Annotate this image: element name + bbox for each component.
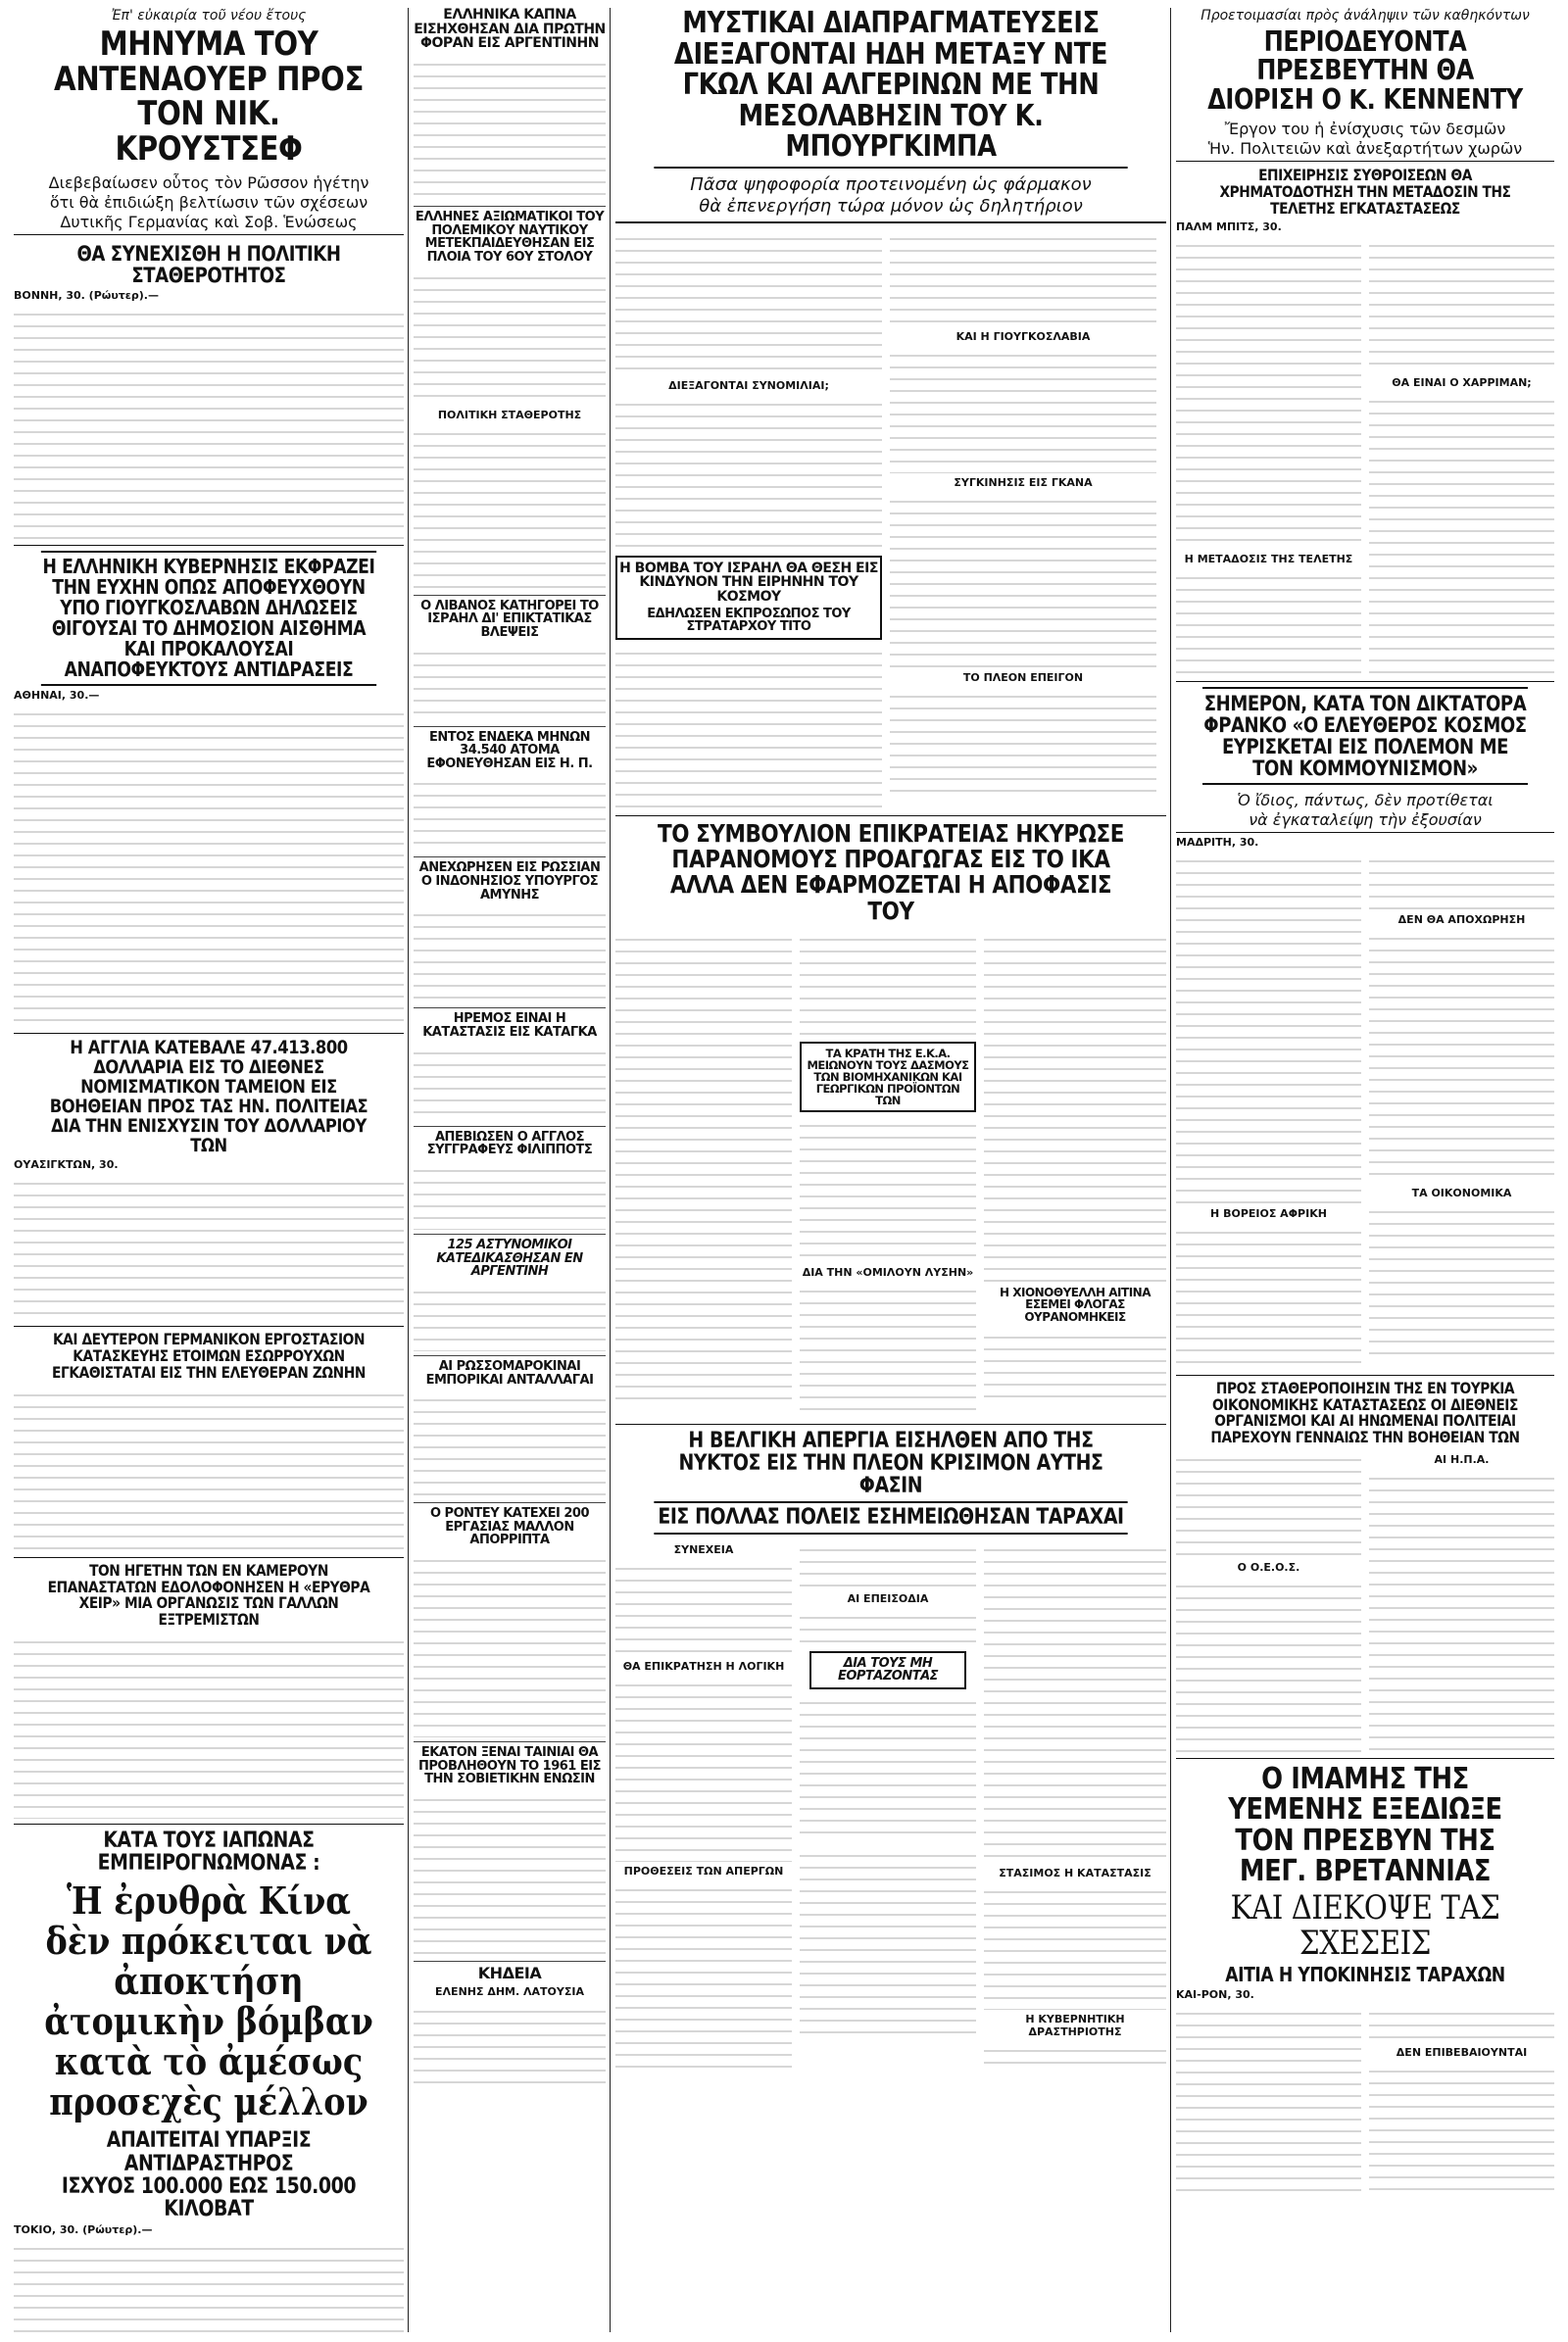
subhead: Πᾶσα ψηφοφορία προτεινομένη ὡς φάρμακον xyxy=(690,173,1092,195)
article-body xyxy=(800,1693,976,1840)
section-label: ΣΤΑΣΙΜΟΣ Η ΚΑΤΑΣΤΑΣΙΣ xyxy=(999,1866,1152,1879)
article-body xyxy=(800,930,976,1038)
dateline: ΟΥΑΣΙΓΚΤΩΝ, 30. xyxy=(14,1158,119,1172)
article-body xyxy=(14,1633,404,1819)
headline-broadcast: ΕΠΙΧΕΙΡΗΣΙΣ ΣΥΘΡΟΙΣΕΩΝ ΘΑ ΧΡΗΜΑΤΟΔΟΤΗΣΗ ΤΗΝ ΜΕΤΑΔΟΣΙΝ ΤΗΣ ΤΕΛΕΤΗΣ ΕΓΚΑΤΑΣΤΑΣΕΩΣ xyxy=(1219,166,1511,218)
headline-films: ΕΚΑΤΟΝ ΞΕΝΑΙ ΤΑΙΝΙΑΙ ΘΑ ΠΡΟΒΛΗΘΟΥΝ ΤΟ 1961 ΕΙΣ ΤΗΝ ΣΟΒΙΕΤΙΚΗΝ ΕΝΩΣΙΝ xyxy=(418,1745,601,1787)
section-label: ΑΙ Η.Π.Α. xyxy=(1434,1452,1490,1466)
subheadline-power: ΙΣΧΥΟΣ 100.000 ΕΩΣ 150.000 ΚΙΛΟΒΑΤ xyxy=(61,2173,357,2221)
funeral-notice-name: ΕΛΕΝΗΣ ΔΗΜ. ΛΑΤΟΥΣΙΑ xyxy=(435,1984,584,1998)
section-label: ΔΕΝ ΕΠΙΒΕΒΑΙΟΥΝΤΑΙ xyxy=(1396,2046,1528,2060)
article-body xyxy=(615,1559,792,1657)
article-body xyxy=(414,1790,606,1957)
subheadline-reactor: ΑΠΑΙΤΕΙΤΑΙ ΥΠΑΡΞΙΣ ΑΝΤΙΔΡΑΣΤΗΡΟΣ xyxy=(106,2128,312,2176)
section-label: ΤΑ ΟΙΚΟΝΟΜΙΚΑ xyxy=(1411,1186,1512,1199)
dateline: ΤΟΚΙΟ, 30. (Ρώυτερ).— xyxy=(14,2222,153,2236)
article-body xyxy=(984,2041,1166,2071)
kicker: Ἐπ' εὐκαιρία τοῦ νέου ἔτους xyxy=(111,8,307,24)
column-rule xyxy=(1170,8,1171,2332)
dateline: ΠΑΛΜ ΜΠΙΤΣ, 30. xyxy=(1176,220,1282,233)
subheadline-tito: ΕΔΗΛΩΣΕΝ ΕΚΠΡΟΣΩΠΟΣ ΤΟΥ ΣΤΡΑΤΑΡΧΟΥ ΤΙΤΟ xyxy=(647,606,851,635)
section-label: ΘΑ ΕΙΝΑΙ Ο ΧΑΡΡΙΜΑΝ; xyxy=(1392,375,1532,389)
article-body xyxy=(1369,236,1554,373)
article-body xyxy=(414,1044,606,1122)
headline-belgian-strike: Η ΒΕΛΓΙΚΗ ΑΠΕΡΓΙΑ ΕΙΣΗΛΘΕΝ ΑΠΟ ΤΗΣ ΝΥΚΤΟΣ ΕΙΣ ΤΗΝ ΠΛΕΟΝ ΚΡΙΣΙΜΟΝ ΑΥΤΗΣ ΦΑΣΙΝ xyxy=(678,1429,1103,1499)
article-body xyxy=(14,705,404,1028)
column-rule xyxy=(610,8,611,2332)
section-label: ΚΑΙ Η ΓΙΟΥΓΚΟΣΛΑΒΙΑ xyxy=(956,329,1091,343)
headline-deaths-usa: ΕΝΤΟΣ ΕΝΔΕΚΑ ΜΗΝΩΝ 34.540 ΑΤΟΜΑ ΕΦΟΝΕΥΘΗΣΑΝ ΕΙΣ Η. Π. xyxy=(426,729,593,771)
section-label: Η ΒΟΡΕΙΟΣ ΑΦΡΙΚΗ xyxy=(1210,1206,1327,1220)
headline-cameroon: ΤΟΝ ΗΓΕΤΗΝ ΤΩΝ ΕΝ ΚΑΜΕΡΟΥΝ ΕΠΑΝΑΣΤΑΤΩΝ ΕΔΟΛΟΦΟΝΗΣΕΝ Η «ΕΡΥΘΡΑ ΧΕΙΡ» ΜΙΑ ΟΡΓΑΝΩΣΙΣ ΤΩΝ ΓΑΛΛΩΝ ΕΞΤΡΕΜΙΣΤΩΝ xyxy=(47,1560,370,1630)
headline-tobacco: ΕΛΛΗΝΙΚΑ ΚΑΠΝΑ ΕΙΣΗΧΘΗΣΑΝ ΔΙΑ ΠΡΩΤΗΝ ΦΟΡΑΝ ΕΙΣ ΑΡΓΕΝΤΙΝΗΝ xyxy=(414,8,606,52)
column-1 xyxy=(14,8,404,2332)
headline-kennedy: ΠΕΡΙΟΔΕΥΟΝΤΑ ΠΡΕΣΒΕΥΤΗΝ ΘΑ ΔΙΟΡΙΣΗ Ο K. ΚΕΝΝΕΝΤΥ xyxy=(1207,25,1523,116)
section-label: ΠΡΟΘΕΣΕΙΣ ΤΩΝ ΑΠΕΡΓΩΝ xyxy=(623,1864,784,1878)
section-label: Η ΜΕΤΑΔΟΣΙΣ ΤΗΣ ΤΕΛΕΤΗΣ xyxy=(1184,552,1353,565)
section-label: ΤΟ ΠΛΕΟΝ ΕΠΕΙΓΟΝ xyxy=(962,670,1084,684)
headline-adenauer: ΜΗΝΥΜΑ ΤΟΥ ΑΝΤΕΝΑΟΥΕΡ ΠΡΟΣ ΤΟΝ ΝΙΚ. ΚΡΟΥΣΤΣΕΦ xyxy=(53,24,365,170)
headline-franco: ΣΗΜΕΡΟΝ, ΚΑΤΑ ΤΟΝ ΔΙΚΤΑΤΟΡΑ ΦΡΑΝΚΟ «Ο ΕΛΕΥΘΕΡΟΣ ΚΟΣΜΟΣ ΕΥΡΙΣΚΕΤΑΙ ΕΙΣ ΠΟΛΕΜΟΝ ΜΕ ΤΟΝ ΚΟΜΜΟΥΝΙΣΜΟΝ» xyxy=(1202,687,1528,785)
article-body xyxy=(1176,236,1361,550)
headline-lebanon: Ο ΛΙΒΑΝΟΣ ΚΑΤΗΓΟΡΕΙ ΤΟ ΙΣΡΑΗΛ ΔΙ' ΕΠΙΚΤΑΤΙΚΑΣ ΒΛΕΨΕΙΣ xyxy=(420,598,599,640)
column-rule xyxy=(408,8,409,2332)
section-label: Ο Ο.Ε.Ο.Σ. xyxy=(1237,1560,1300,1574)
subhead: Ἡν. Πολιτειῶν καὶ ἀνεξαρτήτων χωρῶν xyxy=(1176,139,1554,162)
article-body xyxy=(615,1676,792,1862)
headline-police: 125 ΑΣΤΥΝΟΜΙΚΟΙ ΚΑΤΕΔΙΚΑΣΘΗΣΑΝ ΕΝ ΑΡΓΕΝΤΙΝΗ xyxy=(436,1237,583,1280)
headline-katanga: ΗΡΕΜΟΣ ΕΙΝΑΙ Η ΚΑΤΑΣΤΑΣΙΣ ΕΙΣ ΚΑΤΑΓΚΑ xyxy=(422,1011,597,1041)
headline-trade: ΑΙ ΡΩΣΣΟΜΑΡΟΚΙΝΑΙ ΕΜΠΟΡΙΚΑΙ ΑΝΤΑΛΛΑΓΑΙ xyxy=(425,1358,594,1388)
section-label: ΔΙΕΞΑΓΟΝΤΑΙ ΣΥΝΟΜΙΛΙΑΙ; xyxy=(668,378,829,392)
headline-council-of-state: ΤΟ ΣΥΜΒΟΥΛΙΟΝ ΕΠΙΚΡΑΤΕΙΑΣ ΗΚΥΡΩΣΕ ΠΑΡΑΝΟΜΟΥΣ ΠΡΟΑΓΩΓΑΣ ΕΙΣ ΤΟ ΙΚΑ ΑΛΛΑ ΔΕΝ ΕΦΑΡΜΟΖΕΤΑΙ Η ΑΠΟΦΑΣΙΣ ΤΟΥ xyxy=(657,818,1125,925)
article-body xyxy=(1176,852,1361,1204)
subheadline-riots: ΕΙΣ ΠΟΛΛΑΣ ΠΟΛΕΙΣ ΕΣΗΜΕΙΩΘΗΣΑΝ ΤΑΡΑΧΑΙ xyxy=(654,1501,1127,1534)
subhead: νὰ ἐγκαταλείψη τὴν ἐξουσίαν xyxy=(1176,810,1554,833)
headline-rodeu: Ο ΡΟΝΤΕΥ ΚΑΤΕΧΕΙ 200 ΕΡΓΑΣΙΑΣ ΜΑΛΛΟΝ ΑΠΟΡΡΙΠΤΑ xyxy=(429,1506,589,1548)
article-body xyxy=(615,395,882,552)
article-body xyxy=(984,930,1166,1283)
funeral-notice-title: ΚΗΔΕΙΑ xyxy=(477,1964,542,1982)
article-body xyxy=(1176,1577,1361,1753)
article-body xyxy=(615,229,882,376)
subhead: Δυτικῆς Γερμανίας καὶ Σοβ. Ἑνώσεως xyxy=(14,213,404,235)
kicker-japan: ΚΑΤΑ ΤΟΥΣ ΙΑΠΩΝΑΣ ΕΜΠΕΙΡΟΓΝΩΜΟΝΑΣ : xyxy=(97,1829,320,1877)
article-body xyxy=(890,687,1156,795)
article-body xyxy=(414,774,606,853)
article-body xyxy=(1369,852,1554,910)
section-label: ΔΕΝ ΘΑ ΑΠΟΧΩΡΗΣΗ xyxy=(1397,912,1526,926)
headline-de-gaulle: ΜΥΣΤΙΚΑΙ ΔΙΑΠΡΑΓΜΑΤΕΥΣΕΙΣ ΔΙΕΞΑΓΟΝΤΑΙ ΗΔΗ ΜΕΤΑΞΥ ΝΤΕ ΓΚΩΛ ΚΑΙ ΑΛΓΕΡΙΝΩΝ ΜΕ ΤΗΝ ΜΕΣΟΛΑΒΗΣΙΝ ΤΟΥ Κ. ΜΠΟΥΡΓΚΙΜΠΑ xyxy=(654,8,1127,169)
dateline: ΜΑΔΡΙΤΗ, 30. xyxy=(1176,835,1259,849)
headline-england-imf: Η ΑΓΓΛΙΑ ΚΑΤΕΒΑΛΕ 47.413.800 ΔΟΛΛΑΡΙΑ ΕΙΣ ΤΟ ΔΙΕΘΝΕΣ ΝΟΜΙΣΜΑΤΙΚΟΝ ΤΑΜΕΙΟΝ ΕΙΣ ΒΟΗΘΕΙΑΝ ΠΡΟΣ ΤΑΣ ΗΝ. ΠΟΛΙΤΕΙΑΣ ΔΙΑ ΤΗΝ ΕΝΙΣΧΥΣΙΝ ΤΟΥ ΔΟΛΛΑΡΙΟΥ ΤΩΝ xyxy=(49,1036,368,1156)
article-body xyxy=(1176,568,1361,676)
dateline: ΑΘΗΝΑΙ, 30.— xyxy=(14,688,100,702)
article-body xyxy=(1369,2062,1554,2199)
subhead: Διεβεβαίωσεν οὗτος τὸν Ρῶσσον ἡγέτην xyxy=(48,172,369,192)
article-body xyxy=(1369,1202,1554,1359)
headline-indonesia: ΑΝΕΧΩΡΗΣΕΝ ΕΙΣ ΡΩΣΣΙΑΝ Ο ΙΝΔΟΝΗΣΙΟΣ ΥΠΟΥΡΓΟΣ ΑΜΥΝΗΣ xyxy=(418,860,601,903)
article-body xyxy=(414,2002,606,2090)
article-body xyxy=(800,1116,976,1263)
section-label: ΑΙ ΕΠΕΙΣΟΔΙΑ xyxy=(847,1591,929,1605)
headline-navy-officers: ΕΛΛΗΝΕΣ ΑΞΙΩΜΑΤΙΚΟΙ ΤΟΥ ΠΟΛΕΜΙΚΟΥ ΝΑΥΤΙΚΟΥ ΜΕΤΕΚΠΑΙΔΕΥΘΗΣΑΝ ΕΙΣ ΠΛΟΙΑ ΤΟΥ 6ΟΥ ΣΤΟΛΟΥ xyxy=(415,210,605,265)
dateline: ΚΑΙ-ΡΟΝ, 30. xyxy=(1176,1988,1254,2002)
article-body xyxy=(414,644,606,722)
article-body xyxy=(414,268,606,406)
headline-greek-government: Η ΕΛΛΗΝΙΚΗ ΚΥΒΕΡΝΗΣΙΣ ΕΚΦΡΑΖΕΙ ΤΗΝ ΕΥΧΗΝ ΟΠΩΣ ΑΠΟΦΕΥΧΘΟΥΝ ΥΠΟ ΓΙΟΥΓΚΟΣΛΑΒΩΝ ΔΗΛΩΣΕΙΣ ΘΙΓΟΥΣΑΙ ΤΟ ΔΗΜΟΣΙΟΝ ΑΙΣΘΗΜΑ ΚΑΙ ΠΡΟΚΑΛΟΥΣΑΙ ΑΝΑΠΟΦΕΥΚΤΟΥΣ ΑΝΤΙΔΡΑΣΕΙΣ xyxy=(41,551,376,686)
headline-turkey: ΠΡΟΣ ΣΤΑΘΕΡΟΠΟΙΗΣΙΝ ΤΗΣ ΕΝ ΤΟΥΡΚΙΑ ΟΙΚΟΝΟΜΙΚΗΣ ΚΑΤΑΣΤΑΣΕΩΣ ΟΙ ΔΙΕΘΝΕΙΣ ΟΡΓΑΝΙΣΜΟΙ ΚΑΙ ΑΙ ΗΝΩΜΕΝΑΙ ΠΟΛΙΤΕΙΑΙ ΠΑΡΕΧΟΥΝ ΓΕΝΝΑΙΩΣ ΤΗΝ ΒΟΗΘΕΙΑΝ ΤΩΝ xyxy=(1210,1378,1520,1447)
article-body xyxy=(800,1282,976,1419)
article-body xyxy=(890,492,1156,668)
article-body xyxy=(800,1846,976,2042)
headline-political-stability: ΘΑ ΣΥΝΕΧΙΣΘΗ Η ΠΟΛΙΤΙΚΗ ΣΤΑΘΕΡΟΤΗΤΟΣ xyxy=(76,241,341,287)
article-body xyxy=(1369,392,1554,676)
article-body xyxy=(1369,929,1554,1184)
article-body xyxy=(615,930,792,1400)
section-label: ΔΙΑ ΤΗΝ «ΟΜΙΛΟΥΝ ΛΥΣΗΝ» xyxy=(802,1266,974,1280)
section-label: ΘΑ ΕΠΙΚΡΑΤΗΣΗ Η ΛΟΓΙΚΗ xyxy=(622,1659,785,1673)
article-body xyxy=(984,1540,1166,1864)
headline-german-factory: ΚΑΙ ΔΕΥΤΕΡΟΝ ΓΕΡΜΑΝΙΚΟΝ ΕΡΓΟΣΤΑΣΙΟΝ ΚΑΤΑΣΚΕΥΗΣ ΕΤΟΙΜΩΝ ΕΣΩΡΡΟΥΧΩΝ ΕΓΚΑΘΙΣΤΑΤΑΙ ΕΙΣ ΤΗΝ ΕΛΕΥΘΕΡΑΝ ΖΩΝΗΝ xyxy=(52,1330,366,1383)
subhead: ὅτι θὰ ἐπιδιώξη βελτίωσιν τῶν σχέσεων xyxy=(49,192,368,212)
article-body xyxy=(1369,1469,1554,1753)
article-body xyxy=(890,346,1156,473)
column-3 xyxy=(615,8,1166,2332)
article-body xyxy=(1176,1223,1361,1370)
article-body xyxy=(414,1391,606,1498)
article-body xyxy=(615,644,882,810)
article-body xyxy=(14,305,404,540)
headline-eec: ΤΑ ΚΡΑΤΗ ΤΗΣ Ε.Κ.Α. ΜΕΙΩΝΟΥΝ ΤΟΥΣ ΔΑΣΜΟΥΣ ΤΩΝ ΒΙΟΜΗΧΑΝΙΚΩΝ ΚΑΙ ΓΕΩΡΓΙΚΩΝ ΠΡΟΪΟΝΤΩΝ ΤΩΝ xyxy=(807,1046,969,1108)
section-label: ΣΥΓΚΙΝΗΣΙΣ ΕΙΣ ΓΚΑΝΑ xyxy=(954,475,1093,489)
headline-etna: Η ΧΙΟΝΟΘΥΕΛΛΗ ΑΙΤΙΝΑ ΕΣΕΜΕΙ ΦΛΟΓΑΣ ΟΥΡΑΝΟΜΗΚΕΙΣ xyxy=(1000,1285,1151,1325)
article-body xyxy=(414,1551,606,1737)
article-body xyxy=(414,905,606,1003)
article-body xyxy=(1176,2004,1361,2200)
headline-israel-bomb: Η ΒΟΜΒΑ ΤΟΥ ΙΣΡΑΗΛ ΘΑ ΘΕΣΗ ΕΙΣ ΚΙΝΔΥΝΟΝ ΤΗΝ ΕΙΡΗΝΗΝ ΤΟΥ ΚΟΣΜΟΥ xyxy=(619,560,878,605)
headline-writer: ΑΠΕΒΙΩΣΕΝ Ο ΑΓΓΛΟΣ ΣΥΓΓΡΑΦΕΥΣ ΦΙΛΙΠΠΟΤΣ xyxy=(426,1129,593,1158)
article-body xyxy=(1369,2004,1554,2043)
article-body xyxy=(414,424,606,591)
article-body xyxy=(984,1328,1166,1406)
subheadline-relations: ΚΑΙ ΔΙΕΚΟΨΕ ΤΑΣ ΣΧΕΣΕΙΣ xyxy=(1230,1887,1500,1963)
headline-yemen: Ο ΙΜΑΜΗΣ ΤΗΣ ΥΕΜΕΝΗΣ ΕΞΕΔΙΩΞΕ ΤΟΝ ΠΡΕΣΒΥΝ ΤΗΣ ΜΕΓ. ΒΡΕΤΑΝΝΙΑΣ xyxy=(1228,1761,1502,1889)
subhead: Ὁ ἴδιος, πάντως, δὲν προτίθεται xyxy=(1237,790,1494,809)
article-body xyxy=(890,229,1156,327)
article-body xyxy=(984,1882,1166,2010)
article-body xyxy=(800,1540,976,1589)
article-body xyxy=(14,1174,404,1321)
column-2 xyxy=(414,8,606,2332)
column-4 xyxy=(1176,8,1554,2332)
subheadline-cause: ΑΙΤΙΑ Η ΥΠΟΚΙΝΗΣΙΣ ΤΑΡΑΧΩΝ xyxy=(1225,1963,1505,1987)
headline-red-china: Ἡ ἐρυθρὰ Κίνα δὲν πρόκειται νὰ ἀποκτήση ἀτομικὴν βόμβαν κατὰ τὸ ἀμέσως προσεχὲς μέλλον xyxy=(44,1878,373,2124)
section-label: ΠΟΛΙΤΙΚΗ ΣΤΑΘΕΡΟΤΗΣ xyxy=(437,408,582,421)
article-body xyxy=(414,55,606,202)
article-body xyxy=(14,2239,404,2332)
article-body xyxy=(800,1608,976,1647)
subhead: θὰ ἐπενεργήση τώρα μόνον ὡς δηλητήριον xyxy=(615,196,1166,223)
dateline: ΒΟΝΝΗ, 30. (Ρώυτερ).— xyxy=(14,288,159,302)
kicker: Προετοιμασίαι πρὸς ἀνάληψιν τῶν καθηκόντων xyxy=(1200,8,1530,24)
article-body xyxy=(414,1283,606,1351)
newspaper-page xyxy=(14,8,1554,2332)
article-body xyxy=(615,1880,792,2076)
article-body xyxy=(1176,1450,1361,1558)
article-body xyxy=(14,1386,404,1552)
section-label: ΣΥΝΕΧΕΙΑ xyxy=(673,1542,734,1556)
box-holiday-notice: ΔΙΑ ΤΟΥΣ ΜΗ ΕΟΡΤΑΖΟΝΤΑΣ xyxy=(837,1655,939,1684)
subhead: Ἔργον του ἡ ἐνίσχυσις τῶν δεσμῶν xyxy=(1224,120,1506,139)
article-body xyxy=(414,1161,606,1230)
section-label: Η ΚΥΒΕΡΝΗΤΙΚΗ ΔΡΑΣΤΗΡΙΟΤΗΣ xyxy=(1025,2012,1125,2038)
